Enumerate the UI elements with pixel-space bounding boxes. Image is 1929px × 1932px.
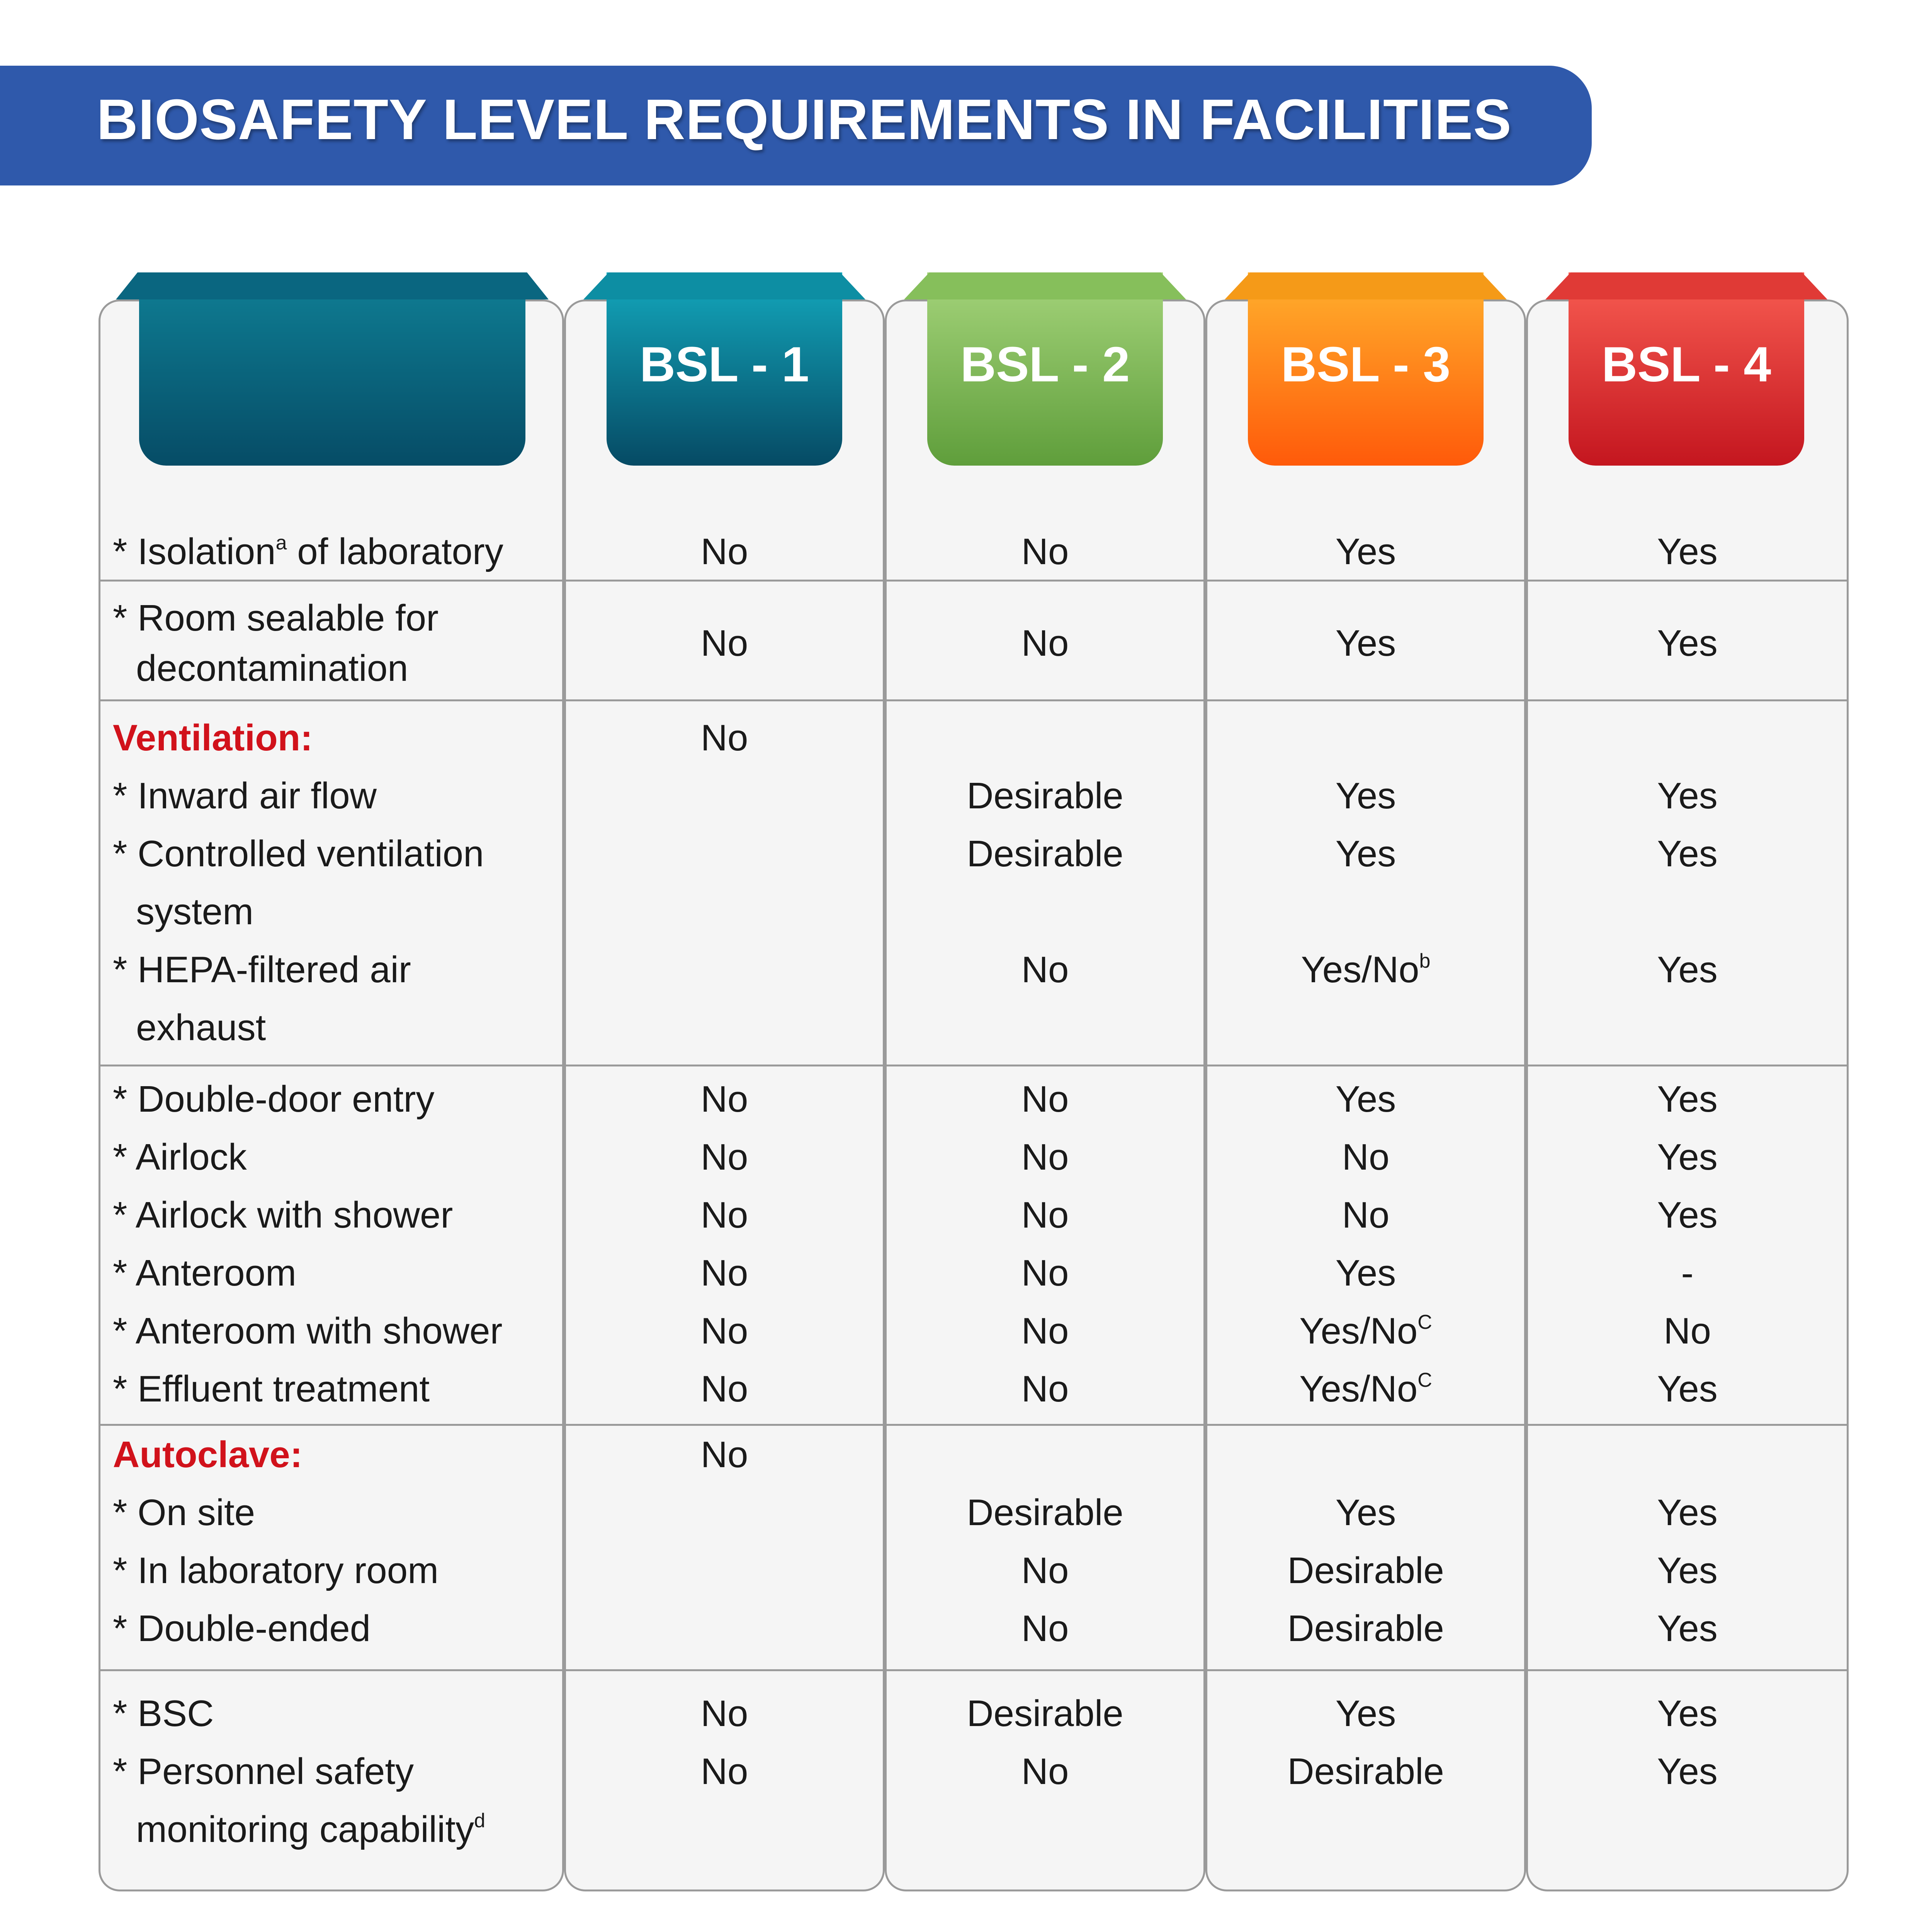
cell-effluent-bsl1: No <box>700 1368 748 1410</box>
section-ventilation: Ventilation: <box>113 717 313 759</box>
row-label-on-site: * On site <box>113 1492 255 1533</box>
cell-airlock-shower-bsl4: Yes <box>1657 1194 1718 1236</box>
row-divider <box>99 580 1849 582</box>
cell-on-site-bsl2: Desirable <box>967 1492 1123 1533</box>
cell-isolation-bsl4: Yes <box>1657 531 1718 572</box>
row-label-double-ended: * Double-ended <box>113 1608 371 1649</box>
cell-double-ended-bsl3: Desirable <box>1287 1608 1444 1649</box>
section-autoclave: Autoclave: <box>113 1434 303 1475</box>
cell-on-site-bsl3: Yes <box>1335 1492 1396 1533</box>
cell-anteroom-shower-bsl4: No <box>1664 1310 1711 1352</box>
cell-in-lab-room-bsl2: No <box>1021 1550 1069 1591</box>
cell-airlock-bsl1: No <box>700 1136 748 1178</box>
cell-anteroom-bsl1: No <box>700 1252 748 1294</box>
row-label-personnel: * Personnel safety <box>113 1751 414 1792</box>
row-label-isolation: * Isolation$^a$ of laboratory <box>113 531 503 572</box>
cell-airlock-bsl2: No <box>1021 1136 1069 1178</box>
row-label-hepa: * HEPA-filtered air <box>113 949 411 990</box>
cell-personnel-bsl1: No <box>700 1751 748 1792</box>
header-tab-bsl2 <box>927 272 1163 466</box>
cell-personnel-bsl4: Yes <box>1657 1751 1718 1792</box>
cell-controlled-ventilation-bsl2: Desirable <box>967 833 1123 874</box>
cell-double-ended-bsl4: Yes <box>1657 1608 1718 1649</box>
row-label-double-door: * Double-door entry <box>113 1078 435 1120</box>
row-label-room-sealable-line2: decontamination <box>136 648 408 689</box>
row-label-controlled-ventilation: * Controlled ventilation <box>113 833 484 874</box>
cell-anteroom-bsl4: - <box>1681 1252 1694 1294</box>
row-divider <box>99 1424 1849 1426</box>
cell-autoclave-bsl1: No <box>700 1434 748 1475</box>
cell-bsc-bsl4: Yes <box>1657 1693 1718 1734</box>
row-label-anteroom: * Anteroom <box>113 1252 296 1294</box>
cell-double-door-bsl1: No <box>700 1078 748 1120</box>
bsl2-label: BSL - 2 <box>960 337 1130 392</box>
cell-on-site-bsl4: Yes <box>1657 1492 1718 1533</box>
cell-room-sealable-bsl1: No <box>700 622 748 664</box>
cell-airlock-shower-bsl1: No <box>700 1194 748 1236</box>
cell-effluent-bsl4: Yes <box>1657 1368 1718 1410</box>
cell-effluent-bsl3: Yes/$No^C$ <box>1299 1368 1432 1410</box>
row-label-controlled-ventilation-line2: system <box>136 891 254 932</box>
row-label-in-lab-room: * In laboratory room <box>113 1550 439 1591</box>
cell-airlock-shower-bsl2: No <box>1021 1194 1069 1236</box>
cell-anteroom-bsl2: No <box>1021 1252 1069 1294</box>
cell-double-ended-bsl2: No <box>1021 1608 1069 1649</box>
row-label-inward-air: * Inward air flow <box>113 775 377 816</box>
row-label-hepa-line2: exhaust <box>136 1007 266 1048</box>
cell-bsc-bsl1: No <box>700 1693 748 1734</box>
cell-controlled-ventilation-bsl3: Yes <box>1335 833 1396 874</box>
row-label-room-sealable: * Room sealable for <box>113 597 439 639</box>
cell-room-sealable-bsl2: No <box>1021 622 1069 664</box>
bsl3-label: BSL - 3 <box>1281 337 1451 392</box>
cell-inward-air-bsl2: Desirable <box>967 775 1123 816</box>
cell-in-lab-room-bsl3: Desirable <box>1287 1550 1444 1591</box>
cell-airlock-bsl3: No <box>1342 1136 1390 1178</box>
cell-bsc-bsl3: Yes <box>1335 1693 1396 1734</box>
bsl1-label: BSL - 1 <box>639 337 809 392</box>
header-tab-empty <box>139 272 525 466</box>
bsl4-label: BSL - 4 <box>1601 337 1771 392</box>
row-label-airlock: * Airlock <box>113 1136 247 1178</box>
cell-personnel-bsl2: No <box>1021 1751 1069 1792</box>
cell-room-sealable-bsl4: Yes <box>1657 622 1718 664</box>
row-label-personnel-line2: monitoring capability$^d$ <box>136 1809 486 1850</box>
cell-hepa-bsl3: Yes/No$^b$ <box>1301 949 1431 990</box>
page-title: BIOSAFETY LEVEL REQUIREMENTS IN FACILITIES <box>97 88 1512 151</box>
cell-isolation-bsl2: No <box>1021 531 1069 572</box>
cell-inward-air-bsl4: Yes <box>1657 775 1718 816</box>
header-tab-bsl3 <box>1248 272 1484 466</box>
cell-in-lab-room-bsl4: Yes <box>1657 1550 1718 1591</box>
cell-isolation-bsl1: No <box>700 531 748 572</box>
cell-hepa-bsl4: Yes <box>1657 949 1718 990</box>
cell-anteroom-shower-bsl3: Yes/$No^C$ <box>1299 1310 1432 1352</box>
cell-inward-air-bsl3: Yes <box>1335 775 1396 816</box>
cell-double-door-bsl2: No <box>1021 1078 1069 1120</box>
cell-airlock-shower-bsl3: No <box>1342 1194 1390 1236</box>
cell-ventilation-bsl1: No <box>700 717 748 759</box>
cell-effluent-bsl2: No <box>1021 1368 1069 1410</box>
row-label-bsc: * BSC <box>113 1693 214 1734</box>
cell-room-sealable-bsl3: Yes <box>1335 622 1396 664</box>
row-divider <box>99 1065 1849 1066</box>
header-tab-bsl1 <box>607 272 842 466</box>
cell-bsc-bsl2: Desirable <box>967 1693 1123 1734</box>
cell-isolation-bsl3: Yes <box>1335 531 1396 572</box>
header-tab-bsl4 <box>1569 272 1804 466</box>
cell-hepa-bsl2: No <box>1021 949 1069 990</box>
cell-anteroom-bsl3: Yes <box>1335 1252 1396 1294</box>
cell-double-door-bsl3: Yes <box>1335 1078 1396 1120</box>
row-divider <box>99 699 1849 701</box>
row-label-anteroom-shower: * Anteroom with shower <box>113 1310 503 1352</box>
row-label-airlock-shower: * Airlock with shower <box>113 1194 453 1236</box>
cell-anteroom-shower-bsl2: No <box>1021 1310 1069 1352</box>
cell-controlled-ventilation-bsl4: Yes <box>1657 833 1718 874</box>
row-label-effluent: * Effluent treatment <box>113 1368 430 1410</box>
cell-double-door-bsl4: Yes <box>1657 1078 1718 1120</box>
cell-airlock-bsl4: Yes <box>1657 1136 1718 1178</box>
row-divider <box>99 1669 1849 1671</box>
cell-personnel-bsl3: Desirable <box>1287 1751 1444 1792</box>
cell-anteroom-shower-bsl1: No <box>700 1310 748 1352</box>
